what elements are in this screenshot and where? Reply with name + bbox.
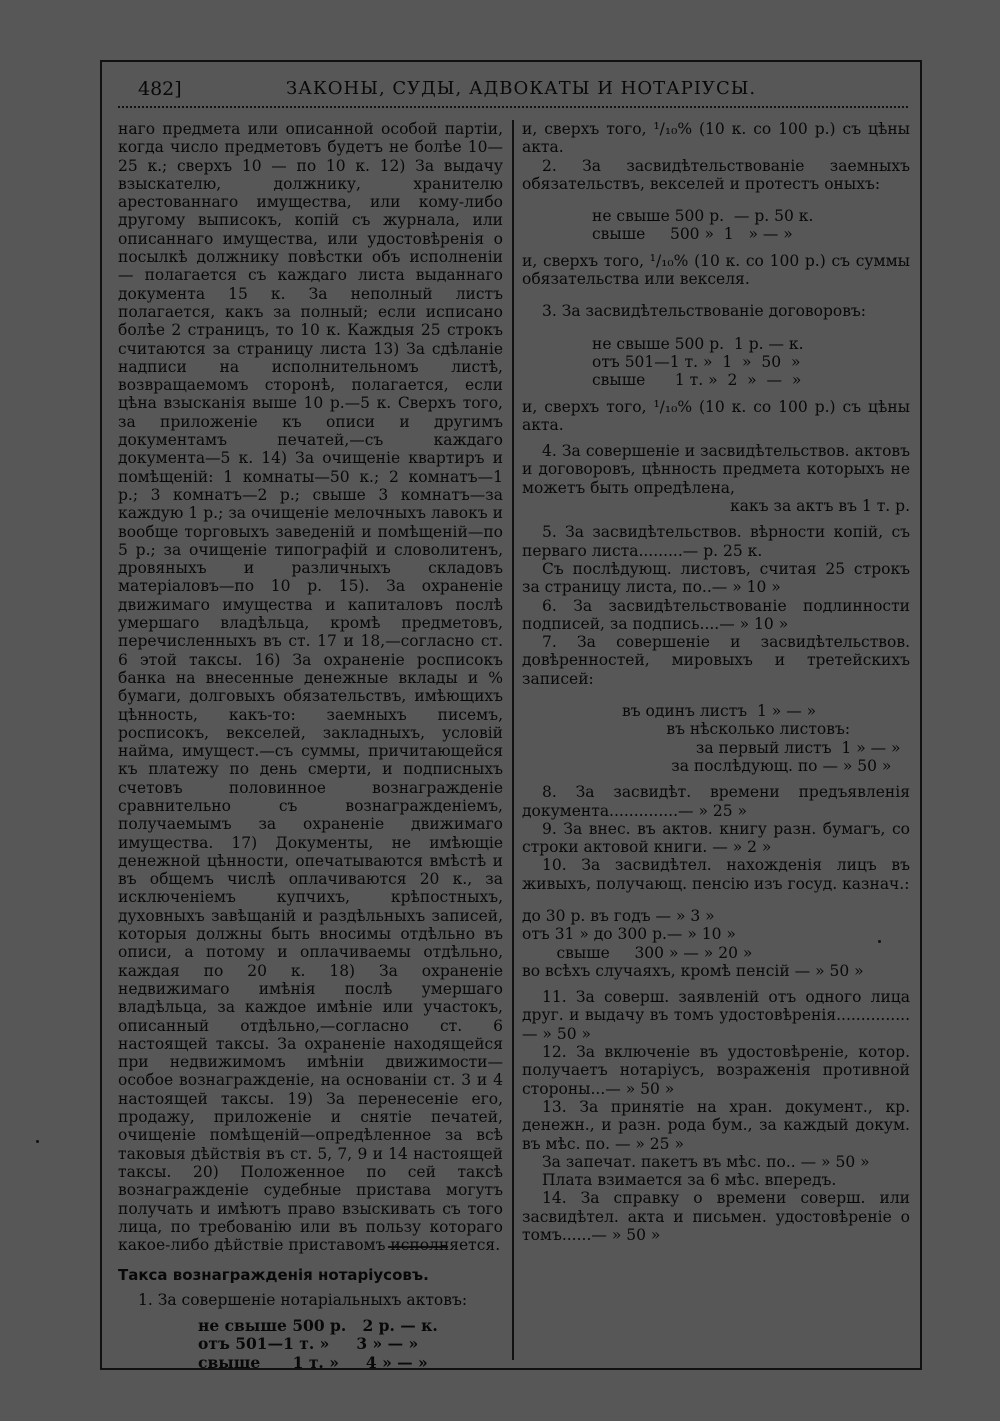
item-9: 9. За внес. въ актов. книгу разн. бумагъ, со строки актовой книги. — » 2 » xyxy=(522,819,910,857)
scan-speck xyxy=(878,940,881,943)
continuation-text: и, сверхъ того, ¹/₁₀% (10 к. со 100 р.) съ цѣны акта. xyxy=(522,120,910,157)
left-column xyxy=(118,120,503,1372)
item-6: 6. За засвидѣтельствованіе подлинности подписей, за подпись....— » 10 » xyxy=(522,596,910,633)
item-3-after: и, сверхъ того, ¹/₁₀% (10 к. со 100 р.) съ цѣны акта. xyxy=(522,397,910,434)
item-3-table: не свыше 500 р. 1 р. — к. отъ 501—1 т. » 1 » 50 » свыше 1 т. » 2 » — » xyxy=(592,334,804,390)
item-14: 14. За справку о времени соверш. или засвидѣтел. акта и письмен. удостовѣреніе о томъ......— » 50 » xyxy=(522,1189,910,1245)
tax-heading: Такса вознагражденія нотаріусовъ. xyxy=(118,1266,429,1285)
item-13c: Плата взимается за 6 мѣс. впередъ. xyxy=(542,1171,837,1190)
item-10-table: до 30 р. въ годъ — » 3 » отъ 31 » до 300 р.— » 10 » свыше 300 » — » 20 » во всѣхъ случаяхъ, кромѣ пенсій — » 50 » xyxy=(522,906,864,980)
item-7: 7. За совершеніе и засвидѣтельствов. довѣренностей, мировыхъ и третейскихъ записей: xyxy=(522,633,910,688)
item-13: 13. За принятіе на хран. документ., кр. денежн., и разн. рода бум., за каждый докум. въ мѣс. по. — » 25 » xyxy=(522,1097,910,1153)
running-header xyxy=(118,76,908,104)
item-1-table: не свыше 500 р. 2 р. — к. отъ 501—1 т. » 3 » — » свыше 1 т. » 4 » — » xyxy=(198,1316,438,1372)
scan-speck xyxy=(36,1140,39,1143)
column-divider xyxy=(512,120,514,1360)
item-4: 4. За совершеніе и засвидѣтельствов. актовъ и договоровъ, цѣнность предмета которыхъ не можетъ быть опредѣлена, xyxy=(522,442,910,497)
item-11: 11. За соверш. заявленій отъ одного лица друг. и выдачу въ томъ удостовѣренія...............— » 50 » xyxy=(522,988,910,1043)
header-rule xyxy=(118,106,908,108)
running-title: ЗАКОНЫ, СУДЫ, АДВОКАТЫ И НОТАРІУСЫ. xyxy=(286,78,757,99)
item-5b: Съ послѣдующ. листовъ, считая 25 строкъ за страницу листа, по..— » 10 » xyxy=(522,559,910,597)
left-body-text: наго предмета или описанной особой партіи, когда число предметовъ будетъ не болѣе 10—25 к.; сверхъ 10 — по 10 к. 12) За выдачу взыскателю, должнику, хранителю арестованнаго имущества, или кому-либо другому выписокъ, копій съ журнала, или описаннаго имущества, или удостовѣренія о посылкѣ должнику повѣстки объ исполненіи — полагается съ каждаго листа выданнаго документа 15 к. За неполный листъ полагается, какъ за полный; если исписано болѣе 2 страницъ, то 10 к. Каждыя 25 строкъ считаются за страницу листа 13) За сдѣланіе надписи на исполнительномъ листѣ, возвращаемомъ сторонѣ, полагается, если цѣна взысканія выше 10 р.—5 к. Сверхъ того, за приложеніе къ описи и другимъ документамъ печатей,—съ каждаго документа—5 к. 14) За очищеніе квартиръ и помѣщеній: 1 комнаты—50 к.; 2 комнатъ—1 р.; 3 комнатъ—2 р.; свыше 3 комнатъ—за каждую 1 р.; за очищеніе мелочныхъ лавокъ и вообще торговыхъ заведеній и помѣщеній—по 5 р.; за очищеніе типографій и словолитенъ, дровяныхъ и различныхъ складовъ матеріаловъ—по 10 р. 15). За охраненіе движимаго имущества и капиталовъ послѣ умершаго владѣльца, кромѣ предметовъ, перечисленныхъ въ ст. 17 и 18,—согласно ст. 6 этой таксы. 16) За охраненіе росписокъ банка на внесенные денежные вклады и % бумаги, долговыхъ обязательствъ, имѣющихъ цѣнность, какъ-то: заемныхъ писемъ, росписокъ, векселей, закладныхъ, условій найма, имущест.—съ суммы, причитающейся къ платежу по день смерти, и подписныхъ счетовъ половинное вознагражденіе сравнительно съ вознагражденіемъ, получаемымъ за охраненіе движимаго имущества. 17) Документы, не имѣющіе денежной цѣнности, опечатываются вмѣстѣ и въ общемъ числѣ оплачиваются 20 к., за исключеніемъ купчихъ, крѣпостныхъ, духовныхъ завѣщаній и раздѣльныхъ записей, которыя должны быть вносимы отдѣльно въ описи, а потому и оплачиваемы отдѣльно, каждая по 20 к. 18) За охраненіе недвижимаго имѣнія послѣ умершаго владѣльца, за каждое имѣніе или участокъ, описанный отдѣльно,—согласно ст. 6 настоящей таксы. За охраненіе находящейся при недвижимомъ имѣніи движимости—особое вознагражденіе, на основаніи ст. 3 и 4 настоящей таксы. 19) За перенесеніе его, продажу, приложеніе и снятіе печатей, очищеніе помѣщеній—опредѣленное за всѣ таковыя дѣйствія въ ст. 5, 7, 9 и 14 настоящей таксы. 20) Положенное по сей таксѣ вознагражденіе судебные пристава могутъ получать и имѣютъ право взыскивать съ того лица, по требованію или въ пользу котораго какое-либо дѣйствіе приставомъ исполняется. xyxy=(118,120,503,1255)
item-3: 3. За засвидѣтельствованіе договоровъ: xyxy=(542,302,867,321)
page-number: 482] xyxy=(138,78,182,100)
right-column xyxy=(522,120,910,1244)
item-10: 10. За засвидѣтел. нахожденія лицъ въ живыхъ, получающ. пенсію изъ госуд. казнач.: xyxy=(522,856,910,893)
item-12: 12. За включеніе въ удостовѣреніе, котор. получаетъ нотаріусъ, возраженія противной стороны...— » 50 » xyxy=(522,1043,910,1098)
item-1: 1. За совершеніе нотаріальныхъ актовъ: xyxy=(138,1290,468,1309)
item-2-table: не свыше 500 р. — р. 50 к. свыше 500 » 1 » — » xyxy=(592,207,814,244)
item-7-table: въ одинъ листъ 1 » — » въ нѣсколько листовъ: за первый листъ 1 » — » за послѣдующ. по — » 50 » xyxy=(622,702,901,775)
item-2: 2. За засвидѣтельствованіе заемныхъ обязательствъ, векселей и протестъ оныхъ: xyxy=(522,156,910,193)
item-2-after: и, сверхъ того, ¹/₁₀% (10 к. со 100 р.) съ суммы обязательства или векселя. xyxy=(522,251,910,289)
item-8: 8. За засвидѣт. времени предъявленія документа..............— » 25 » xyxy=(522,783,910,820)
item-4-rate: какъ за актъ въ 1 т. р. xyxy=(730,497,910,516)
item-13b: За запечат. пакетъ въ мѣс. по.. — » 50 » xyxy=(542,1152,870,1171)
item-5: 5. За засвидѣтельствов. вѣрности копій, съ перваго листа.........— р. 25 к. xyxy=(522,523,910,560)
